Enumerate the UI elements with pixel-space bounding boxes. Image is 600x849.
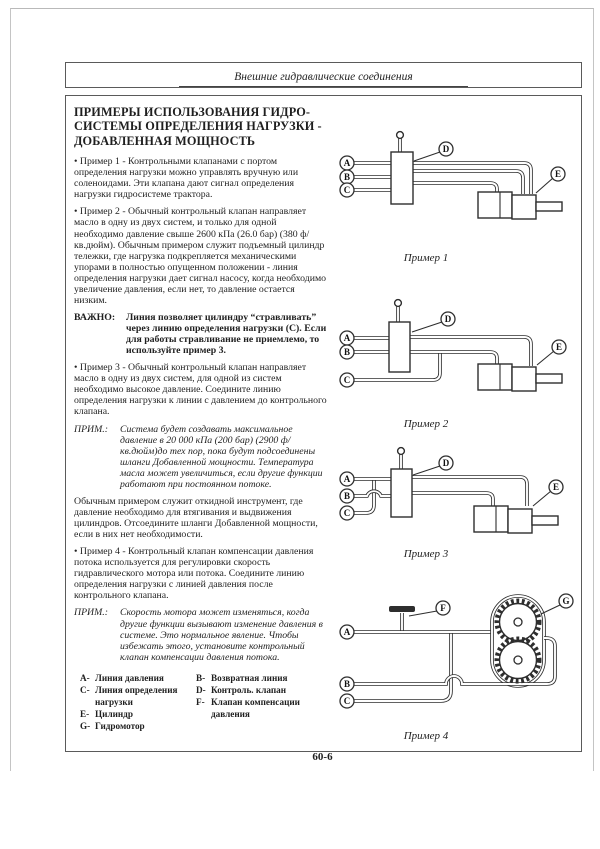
diagram-3-caption: Пример 3 [403, 548, 449, 560]
important-note [74, 312, 327, 356]
control-valve-icon [391, 152, 413, 204]
shutoff-valve-handle-icon [389, 606, 415, 612]
paragraph-typical-example: Обычным примером служит откидной инструмент, где давление необходимо для втягивания и выдвижения цилиндров. Отсоедините шланги Добавленной мощности, если в них нет необходимости. [74, 495, 318, 541]
legend-item-a: A- Линия давления [80, 672, 164, 683]
gear-motor-icon [497, 601, 539, 681]
svg-text:F: F [440, 603, 446, 613]
diagram-4-caption: Пример 4 [403, 730, 449, 742]
article-title-line-1: ПРИМЕРЫ ИСПОЛЬЗОВАНИЯ ГИДРО- [74, 105, 311, 119]
bullet-example-2: • Пример 2 - Обычный контрольный клапан направляет масло в одну из двух систем, и только для одной необходимо давление свыше 2600 кПа (26.0 бар) (380 ф/кв.дюйм). Обычным примером служит подъемный цилиндр тележки, где нагрузка подкрепляется механическими упорами в полностью опущенном положении - линия определения нагрузки дает сигнал насосу, когда необходимо увеличение давления, если нет, то давление остается низким. [74, 206, 327, 306]
port-label-b [340, 170, 354, 184]
lever-knob-icon [395, 300, 402, 307]
port-label-a [340, 156, 354, 170]
diagram-example-2 [334, 292, 579, 422]
legend [74, 673, 327, 733]
article-title-line-2: СИСТЕМЫ ОПРЕДЕЛЕНИЯ НАГРУЗКИ - [74, 119, 322, 134]
svg-text:E: E [555, 342, 563, 352]
svg-text:C: C [343, 696, 351, 706]
svg-text:C: C [343, 375, 351, 385]
legend-item-g: G- Гидромотор [80, 720, 145, 731]
article-title-line-3: ДОБАВЛЕННАЯ МОЩНОСТЬ [74, 133, 256, 148]
note-1-label: ПРИМ.: [74, 423, 109, 435]
note-2 [74, 607, 327, 662]
cylinder-label-e [551, 167, 565, 181]
port-label-b [340, 489, 354, 503]
bullet-example-3: • Пример 3 - Обычный контрольный клапан направляет масло в одну из двух систем, для одной из систем необходимо высокое давление. Соедините линию определения нагрузки к линии с давлением до контрольного клапана. [74, 362, 327, 418]
port-label-c [340, 373, 354, 387]
port-label-a [340, 472, 354, 486]
lever-knob-icon [398, 448, 405, 455]
legend-column-left [80, 673, 196, 733]
legend-item-e: E- Цилиндр [80, 708, 133, 719]
svg-text:A: A [343, 158, 351, 168]
running-header [65, 62, 582, 88]
valve-label-d [439, 142, 453, 156]
article-title [74, 105, 327, 148]
svg-text:E: E [554, 169, 562, 179]
important-label: ВАЖНО: [74, 311, 116, 323]
content-box [65, 95, 582, 752]
control-valve-icon [391, 469, 412, 517]
legend-item-d: D- Контроль. клапан [196, 684, 287, 695]
leader-line-e [537, 351, 554, 365]
valve-label-d [441, 312, 455, 326]
leader-line-e [533, 491, 551, 506]
page-number: 60-6 [312, 751, 333, 763]
important-text: Линия позволяет цилиндру “стравливать” через линию определения нагрузки (C). Если для работы стравливание не приемлемо, то используйте пример 3. [126, 311, 327, 357]
svg-text:E: E [552, 482, 560, 492]
svg-text:G: G [562, 596, 570, 606]
port-label-c [340, 506, 354, 520]
diagram-2-caption: Пример 2 [403, 418, 449, 430]
svg-text:B: B [343, 491, 351, 501]
text-column [74, 105, 327, 733]
svg-text:A: A [343, 474, 351, 484]
valve-label-d [439, 456, 453, 470]
diagram-example-3 [334, 446, 579, 548]
svg-text:A: A [343, 333, 351, 343]
port-label-a [340, 331, 354, 345]
port-label-b [340, 677, 354, 691]
leader-line-d [414, 152, 440, 161]
note-1 [74, 424, 327, 490]
note-1-text: Система будет создавать максимальное давление в 20 000 кПа (200 бар) (2900 ф/кв.дюйм)до тех пор, пока будут подсоединены шланги Добавленной мощности. Температура масла может увеличиться, если другие функции работают при постоянном потоке. [120, 423, 323, 490]
svg-text:D: D [442, 458, 450, 468]
note-2-text: Скорость мотора может изменяться, когда другие функции вызывают изменение давления в системе. Это нормальное явление. Чтобы избежать этого, установите контрольный клапан компенсации давления потока. [120, 607, 323, 663]
bullet-example-4: • Пример 4 - Контрольный клапан компенсации давления потока используется для регулировки скорость гидравлического мотора или потока. Соедините линию определения нагрузки с линией давления после контрольного клапана. [74, 546, 314, 602]
svg-text:A: A [343, 627, 351, 637]
legend-column-right [196, 673, 327, 733]
motor-label-g [559, 594, 573, 608]
port-label-c [340, 183, 354, 197]
svg-text:B: B [343, 347, 351, 357]
leader-line-d [413, 466, 440, 475]
cylinder-icon [478, 364, 562, 391]
running-header-title: Внешние гидравлические соединения [179, 72, 467, 88]
port-label-a [340, 625, 354, 639]
control-valve-icon [389, 322, 410, 372]
svg-text:B: B [343, 172, 351, 182]
legend-item-c: C- Линия определения нагрузки [80, 684, 178, 707]
legend-item-b: B- Возвратная линия [196, 672, 288, 683]
lever-knob-icon [397, 132, 404, 139]
cylinder-icon [474, 506, 558, 533]
port-label-b [340, 345, 354, 359]
port-label-c [340, 694, 354, 708]
bullet-example-1: • Пример 1 - Контрольными клапанами с портом определения нагрузки можно управлять вручную или соленоидами. Эти клапана дают сигнал определения нагрузки гидросистеме трактора. [74, 156, 299, 201]
leader-line-d [412, 322, 442, 332]
svg-text:B: B [343, 679, 351, 689]
svg-text:D: D [444, 314, 452, 324]
diagram-example-4 [334, 580, 579, 730]
note-2-label: ПРИМ.: [74, 607, 109, 619]
svg-text:C: C [343, 508, 351, 518]
leader-line-e [536, 178, 553, 193]
leader-line-g [541, 605, 560, 614]
cylinder-label-e [552, 340, 566, 354]
svg-text:D: D [442, 144, 450, 154]
valve-label-f [436, 601, 450, 615]
diagram-1-caption: Пример 1 [403, 252, 449, 264]
legend-item-f: F- Клапан компенсации давления [196, 696, 300, 719]
cylinder-icon [478, 192, 562, 219]
diagram-example-1 [334, 126, 579, 248]
cylinder-label-e [549, 480, 563, 494]
svg-text:C: C [343, 185, 351, 195]
